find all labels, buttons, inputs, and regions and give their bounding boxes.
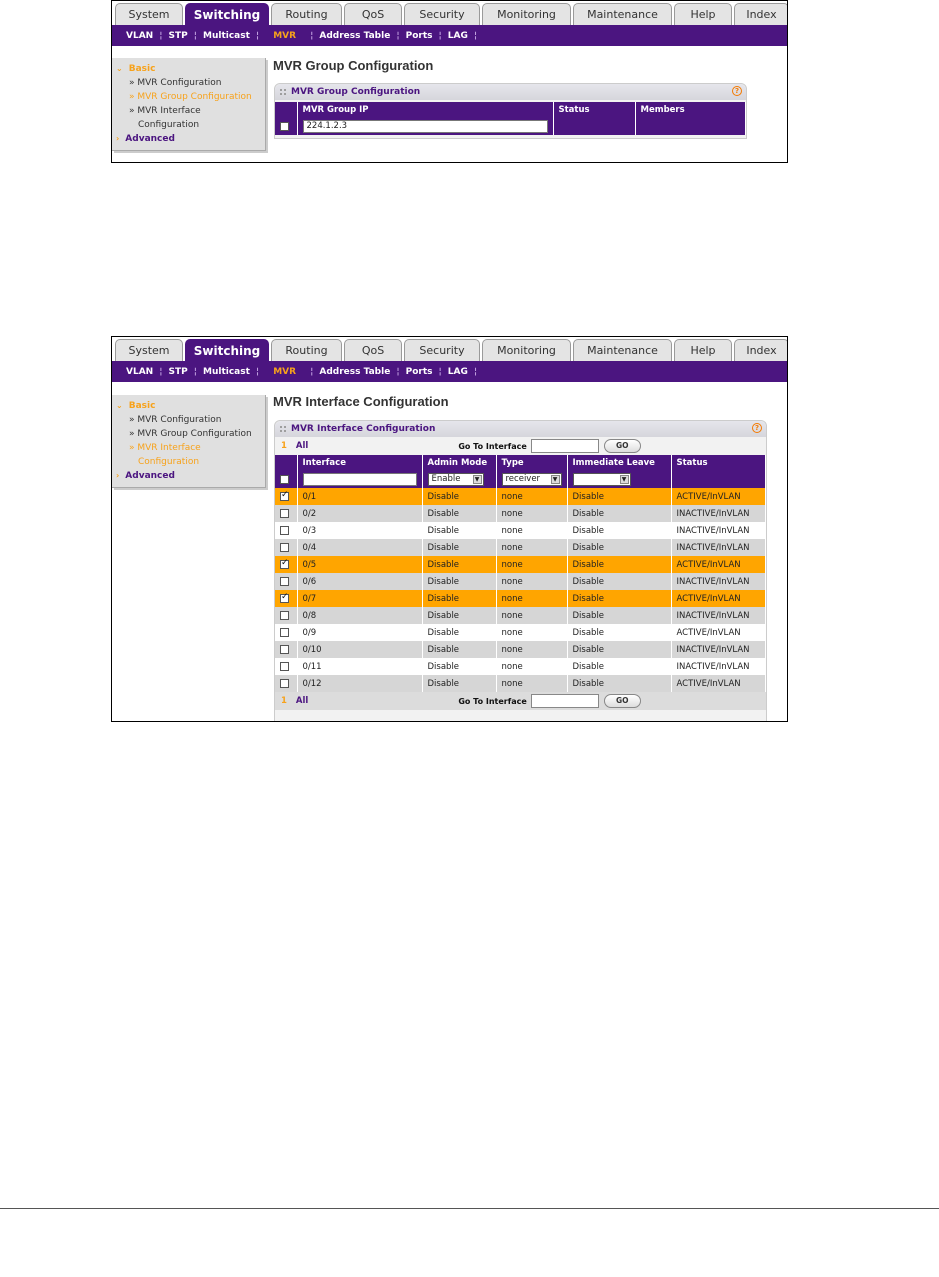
admin-mode-cell: Disable xyxy=(422,539,496,556)
subnav-address-table[interactable]: Address Table xyxy=(319,30,391,41)
mvr-group-config-screenshot xyxy=(111,0,788,163)
page-title: MVR Group Configuration xyxy=(273,58,434,73)
subnav-mvr[interactable]: MVR xyxy=(273,30,297,41)
admin-mode-cell: Disable xyxy=(422,488,496,505)
type-cell: none xyxy=(496,641,567,658)
immediate-leave-cell: Disable xyxy=(567,624,671,641)
tab-index[interactable]: Index xyxy=(734,3,788,25)
type-value: receiver xyxy=(505,474,541,484)
type-cell: none xyxy=(496,573,567,590)
subnav-ports[interactable]: Ports xyxy=(405,30,433,41)
row-checkbox[interactable] xyxy=(280,560,289,569)
row-checkbox[interactable] xyxy=(280,679,289,688)
panel-title: MVR Interface Configuration xyxy=(291,424,436,434)
subnav-multicast[interactable]: Multicast xyxy=(203,366,250,377)
row-checkbox[interactable] xyxy=(280,526,289,535)
table-row[interactable] xyxy=(275,488,766,505)
subnav-vlan[interactable]: VLAN xyxy=(126,366,154,377)
status-cell: INACTIVE/InVLAN xyxy=(671,505,766,522)
panel-title: MVR Group Configuration xyxy=(291,87,421,97)
subnav-stp[interactable]: STP xyxy=(168,366,188,377)
top-pager xyxy=(275,437,766,455)
admin-mode-cell: Disable xyxy=(422,624,496,641)
type-cell: none xyxy=(496,539,567,556)
interface-cell: 0/12 xyxy=(297,675,422,692)
tab-monitoring[interactable]: Monitoring xyxy=(482,3,571,25)
immediate-leave-cell: Disable xyxy=(567,641,671,658)
subnav-address-table[interactable]: Address Table xyxy=(319,366,391,377)
main-tabs xyxy=(112,3,787,25)
page-number[interactable]: 1 xyxy=(281,696,287,706)
status-cell: INACTIVE/InVLAN xyxy=(671,658,766,675)
all-link[interactable]: All xyxy=(295,696,309,706)
go-button[interactable]: GO xyxy=(604,439,641,453)
tab-switching[interactable]: Switching xyxy=(185,339,269,361)
table-row[interactable] xyxy=(275,590,766,607)
interface-cell: 0/4 xyxy=(297,539,422,556)
subnav-stp[interactable]: STP xyxy=(168,30,188,41)
status-cell xyxy=(553,118,635,135)
page-footer-rule xyxy=(0,1208,939,1209)
interface-cell: 0/7 xyxy=(297,590,422,607)
type-cell: none xyxy=(496,607,567,624)
col-status: Status xyxy=(553,102,635,118)
status-cell: ACTIVE/InVLAN xyxy=(671,590,766,607)
tab-monitoring[interactable]: Monitoring xyxy=(482,339,571,361)
immediate-leave-cell: Disable xyxy=(567,488,671,505)
row-checkbox[interactable] xyxy=(280,122,289,131)
col-admin-mode: Admin Mode xyxy=(422,455,496,471)
sidebar-advanced[interactable]: › Advanced xyxy=(116,471,175,481)
admin-mode-cell: Disable xyxy=(422,607,496,624)
admin-mode-cell: Disable xyxy=(422,522,496,539)
page-number[interactable]: 1 xyxy=(281,441,287,451)
status-cell: INACTIVE/InVLAN xyxy=(671,607,766,624)
subnav-lag[interactable]: LAG xyxy=(447,30,468,41)
interface-input[interactable] xyxy=(303,473,417,486)
mvr-group-panel xyxy=(274,83,747,139)
interface-cell: 0/9 xyxy=(297,624,422,641)
immediate-leave-cell: Disable xyxy=(567,675,671,692)
goto-interface-label: Go To Interface xyxy=(458,696,527,706)
sidebar-item-mvr-configuration[interactable]: » MVR Configuration xyxy=(129,78,222,88)
goto-interface-label: Go To Interface xyxy=(458,441,527,451)
col-immediate-leave: Immediate Leave xyxy=(567,455,671,471)
chevron-down-icon: ▼ xyxy=(473,475,482,484)
admin-mode-cell: Disable xyxy=(422,658,496,675)
sidebar-item-mvr-interface-cont[interactable]: Configuration xyxy=(138,457,200,467)
interface-cell: 0/11 xyxy=(297,658,422,675)
status-cell: ACTIVE/InVLAN xyxy=(671,556,766,573)
sidebar xyxy=(112,58,266,151)
subnav-mvr[interactable]: MVR xyxy=(273,366,297,377)
subnav-vlan[interactable]: VLAN xyxy=(126,30,154,41)
chevron-right-icon: › xyxy=(116,471,120,480)
sidebar-item-mvr-interface[interactable]: » MVR Interface xyxy=(129,443,201,453)
admin-mode-cell: Disable xyxy=(422,573,496,590)
row-checkbox[interactable] xyxy=(280,628,289,637)
sidebar-item-mvr-configuration[interactable]: » MVR Configuration xyxy=(129,415,222,425)
sidebar-advanced[interactable]: › Advanced xyxy=(116,134,175,144)
table-row[interactable] xyxy=(275,505,766,522)
type-cell: none xyxy=(496,624,567,641)
chevron-right-icon: › xyxy=(116,134,120,143)
main-tabs xyxy=(112,339,787,361)
type-cell: none xyxy=(496,658,567,675)
sub-navigation: VLAN ¦ STP ¦ Multicast ¦ MVR ¦ Address Table ¦ Ports ¦ LAG ¦ xyxy=(112,25,787,46)
admin-mode-cell: Disable xyxy=(422,590,496,607)
row-checkbox[interactable] xyxy=(280,662,289,671)
row-checkbox[interactable] xyxy=(280,509,289,518)
interface-cell: 0/5 xyxy=(297,556,422,573)
status-cell: INACTIVE/InVLAN xyxy=(671,641,766,658)
drag-grip-icon xyxy=(279,88,287,96)
tab-routing[interactable]: Routing xyxy=(271,339,342,361)
subnav-multicast[interactable]: Multicast xyxy=(203,30,250,41)
sidebar-item-mvr-interface[interactable]: » MVR Interface xyxy=(129,106,201,116)
chevron-down-icon: ▼ xyxy=(551,475,560,484)
subnav-ports[interactable]: Ports xyxy=(405,366,433,377)
sidebar-item-mvr-interface-cont[interactable]: Configuration xyxy=(138,120,200,130)
tab-security[interactable]: Security xyxy=(404,339,480,361)
status-cell: INACTIVE/InVLAN xyxy=(671,522,766,539)
tab-qos[interactable]: QoS xyxy=(344,3,402,25)
row-checkbox[interactable] xyxy=(280,594,289,603)
type-cell: none xyxy=(496,675,567,692)
interface-cell: 0/1 xyxy=(297,488,422,505)
row-checkbox[interactable] xyxy=(280,577,289,586)
sidebar-item-mvr-group-configuration[interactable]: » MVR Group Configuration xyxy=(129,92,252,102)
interface-cell: 0/2 xyxy=(297,505,422,522)
admin-mode-cell: Disable xyxy=(422,505,496,522)
status-cell: ACTIVE/InVLAN xyxy=(671,488,766,505)
mvr-group-ip-input[interactable]: 224.1.2.3 xyxy=(303,120,548,133)
status-cell: INACTIVE/InVLAN xyxy=(671,573,766,590)
table-row[interactable] xyxy=(275,658,766,675)
subnav-lag[interactable]: LAG xyxy=(447,366,468,377)
panel-header xyxy=(275,84,746,100)
chevron-down-icon: ⌄ xyxy=(116,64,123,73)
admin-mode-value: Enable xyxy=(431,474,461,484)
table-row[interactable] xyxy=(275,607,766,624)
col-type: Type xyxy=(496,455,567,471)
admin-mode-cell: Disable xyxy=(422,641,496,658)
type-cell: none xyxy=(496,556,567,573)
go-button[interactable]: GO xyxy=(604,694,641,708)
tab-help[interactable]: Help xyxy=(674,339,732,361)
interface-cell: 0/10 xyxy=(297,641,422,658)
type-cell: none xyxy=(496,590,567,607)
sidebar-basic[interactable]: ⌄ Basic xyxy=(116,64,156,74)
tab-switching[interactable]: Switching xyxy=(185,3,269,25)
mvr-group-table xyxy=(275,102,746,135)
col-status: Status xyxy=(671,455,766,471)
tab-system[interactable]: System xyxy=(115,339,183,361)
status-cell: INACTIVE/InVLAN xyxy=(671,539,766,556)
sub-navigation: VLAN ¦ STP ¦ Multicast ¦ MVR ¦ Address Table ¦ Ports ¦ LAG ¦ xyxy=(112,361,787,382)
admin-mode-cell: Disable xyxy=(422,675,496,692)
panel-header xyxy=(275,421,766,437)
table-row[interactable] xyxy=(275,522,766,539)
all-link[interactable]: All xyxy=(295,441,309,451)
row-checkbox[interactable] xyxy=(280,543,289,552)
help-icon[interactable]: ? xyxy=(752,423,762,433)
sidebar-basic[interactable]: ⌄ Basic xyxy=(116,401,156,411)
table-row[interactable] xyxy=(275,641,766,658)
immediate-leave-cell: Disable xyxy=(567,505,671,522)
table-row[interactable] xyxy=(275,675,766,692)
bottom-pager xyxy=(275,692,766,710)
admin-mode-cell: Disable xyxy=(422,556,496,573)
row-checkbox[interactable] xyxy=(280,645,289,654)
edit-row xyxy=(275,471,766,488)
members-cell xyxy=(635,118,746,135)
mvr-interface-config-screenshot xyxy=(111,336,788,722)
type-select[interactable] xyxy=(502,473,562,486)
table-row[interactable] xyxy=(275,624,766,641)
col-members: Members xyxy=(635,102,746,118)
tab-index[interactable]: Index xyxy=(734,339,788,361)
immediate-leave-cell: Disable xyxy=(567,539,671,556)
immediate-leave-cell: Disable xyxy=(567,590,671,607)
tab-qos[interactable]: QoS xyxy=(344,339,402,361)
immediate-leave-cell: Disable xyxy=(567,658,671,675)
col-mvr-group-ip: MVR Group IP xyxy=(297,102,553,118)
status-cell: ACTIVE/InVLAN xyxy=(671,675,766,692)
col-interface: Interface xyxy=(297,455,422,471)
chevron-down-icon: ⌄ xyxy=(116,401,123,410)
drag-grip-icon xyxy=(279,425,287,433)
row-checkbox[interactable] xyxy=(280,611,289,620)
type-cell: none xyxy=(496,522,567,539)
help-icon[interactable]: ? xyxy=(732,86,742,96)
interface-cell: 0/6 xyxy=(297,573,422,590)
admin-mode-select[interactable] xyxy=(428,473,484,486)
tab-help[interactable]: Help xyxy=(674,3,732,25)
page-title: MVR Interface Configuration xyxy=(273,394,449,409)
tab-security[interactable]: Security xyxy=(404,3,480,25)
immediate-leave-cell: Disable xyxy=(567,607,671,624)
interface-cell: 0/8 xyxy=(297,607,422,624)
row-checkbox[interactable] xyxy=(280,492,289,501)
select-all-checkbox[interactable] xyxy=(280,475,289,484)
immediate-leave-cell: Disable xyxy=(567,573,671,590)
type-cell: none xyxy=(496,488,567,505)
sidebar-item-mvr-group-configuration[interactable]: » MVR Group Configuration xyxy=(129,429,252,439)
tab-system[interactable]: System xyxy=(115,3,183,25)
table-row[interactable] xyxy=(275,556,766,573)
sidebar xyxy=(112,395,266,488)
goto-interface-input[interactable] xyxy=(531,694,599,708)
immediate-leave-cell: Disable xyxy=(567,556,671,573)
table-row[interactable] xyxy=(275,573,766,590)
immediate-leave-cell: Disable xyxy=(567,522,671,539)
status-cell: ACTIVE/InVLAN xyxy=(671,624,766,641)
type-cell: none xyxy=(496,505,567,522)
tab-maintenance[interactable]: Maintenance xyxy=(573,3,672,25)
chevron-down-icon: ▼ xyxy=(620,475,629,484)
mvr-interface-panel xyxy=(274,420,767,722)
interface-cell: 0/3 xyxy=(297,522,422,539)
mvr-interface-table xyxy=(275,455,766,692)
tab-maintenance[interactable]: Maintenance xyxy=(573,339,672,361)
goto-interface-input[interactable] xyxy=(531,439,599,453)
table-row[interactable] xyxy=(275,539,766,556)
immediate-leave-select[interactable] xyxy=(573,473,631,486)
tab-routing[interactable]: Routing xyxy=(271,3,342,25)
